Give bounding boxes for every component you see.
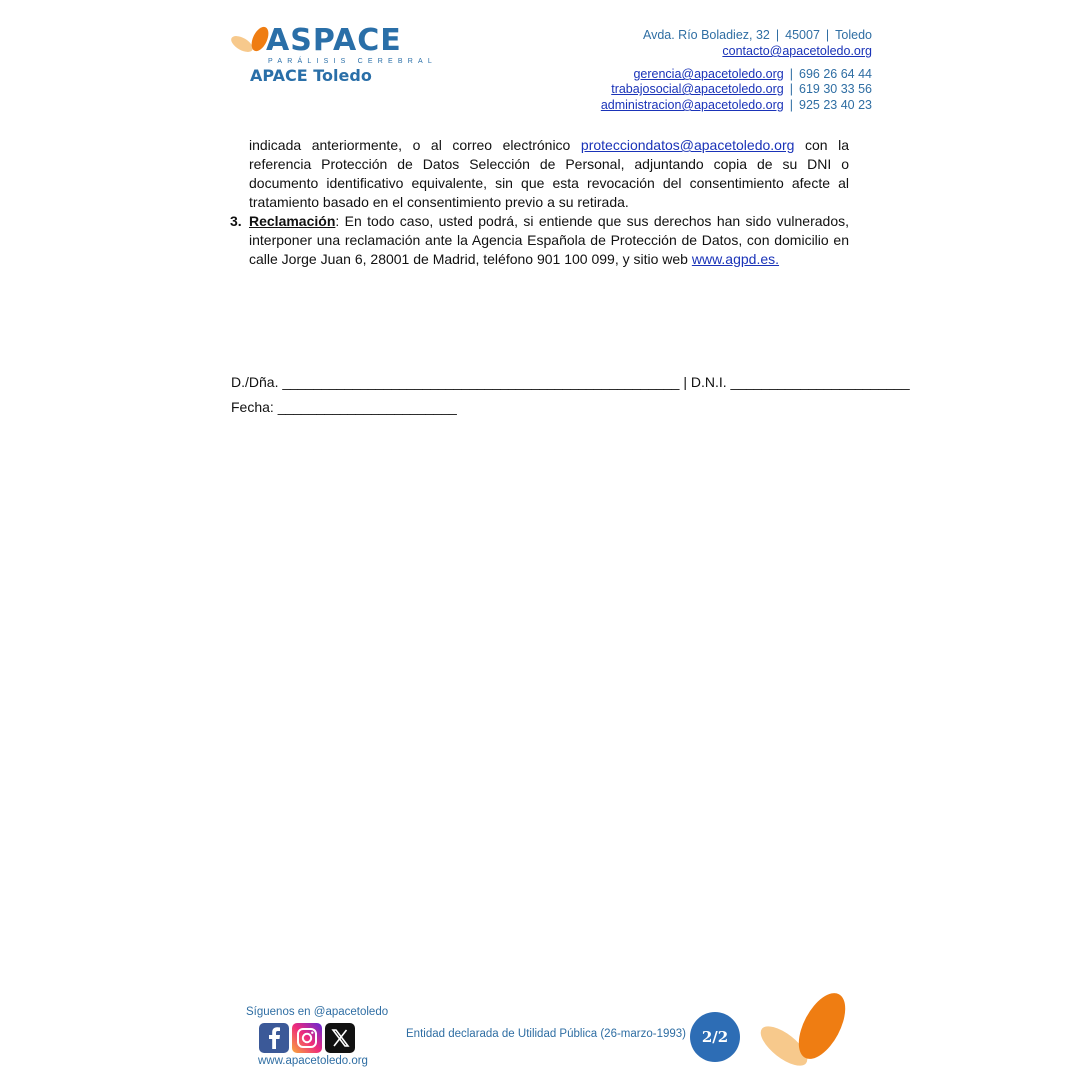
public-utility-note: Entidad declarada de Utilidad Pública (26-marzo-1993) [406, 1028, 686, 1040]
reclamacion-paragraph [249, 212, 849, 269]
gerencia-phone: 696 26 64 44 [799, 67, 872, 81]
continuation-text-end: con la referencia Protección de Datos Selección de Personal, adjuntando copia de su DNI o documento identificativo equivalente, sin que esta revocación del consentimiento afecte al tratamiento basado en el consentimiento previo a su retirada. [249, 137, 850, 210]
instagram-icon[interactable] [292, 1023, 322, 1053]
facebook-icon[interactable] [259, 1023, 289, 1053]
page-number-badge: 2/2 [690, 1012, 740, 1062]
agpd-website-link[interactable]: www.agpd.es. [691, 251, 780, 267]
name-dni-line[interactable]: D./Dña. ___________________________________________________ | D.N.I. _______________________ [231, 374, 910, 390]
address-street: Avda. Río Boladiez, 32 [642, 28, 770, 42]
administracion-email-link[interactable]: administracion@apacetoledo.org [600, 98, 784, 112]
contact-email-link[interactable]: contacto@apacetoledo.org [722, 44, 872, 58]
protecciondatos-email-link[interactable]: protecciondatos@apacetoledo.org [580, 137, 795, 153]
trabajosocial-phone: 619 30 33 56 [799, 82, 872, 96]
logo-wordmark: ASPACE [266, 23, 402, 58]
date-line[interactable]: Fecha: _______________________ [231, 399, 457, 415]
website-link[interactable]: www.apacetoledo.org [258, 1055, 368, 1067]
header-contact-email-row [722, 44, 872, 59]
address-city: Toledo [835, 28, 872, 42]
item-number: 3. [230, 213, 242, 229]
leaf-decoration-icon [752, 988, 852, 1074]
header-address: Avda. Río Boladiez, 32 | 45007 | Toledo [642, 28, 872, 42]
logo-city: APACE Toledo [250, 66, 372, 85]
reclamacion-text: : En todo caso, usted podrá, si entiende que sus derechos han sido vulnerados, interponer una reclamación ante la Agencia Española de Protección de Datos, con domicilio en calle Jorge Juan 6, 28001 de Madrid, teléfono 901 100 099, y sitio web [249, 213, 849, 267]
continuation-paragraph [249, 136, 849, 212]
x-twitter-icon[interactable] [325, 1023, 355, 1053]
administracion-phone: 925 23 40 23 [799, 98, 872, 112]
aspace-logo [228, 23, 437, 88]
address-postcode: 45007 [785, 28, 820, 42]
header-contact-row: trabajosocial@apacetoledo.org | 619 30 33 56 [611, 82, 872, 96]
logo-subtitle: PARÁLISIS CEREBRAL [268, 58, 437, 65]
continuation-text-start: indicada anteriormente, o al correo electrónico [249, 137, 581, 153]
follow-us-text: Síguenos en @apacetoledo [246, 1006, 389, 1018]
gerencia-email-link[interactable]: gerencia@apacetoledo.org [633, 67, 784, 81]
header-contact-row: administracion@apacetoledo.org | 925 23 40 23 [600, 98, 872, 112]
reclamacion-heading: Reclamación [249, 213, 336, 229]
header-contact-row: gerencia@apacetoledo.org | 696 26 64 44 [633, 67, 872, 81]
trabajosocial-email-link[interactable]: trabajosocial@apacetoledo.org [611, 82, 784, 96]
